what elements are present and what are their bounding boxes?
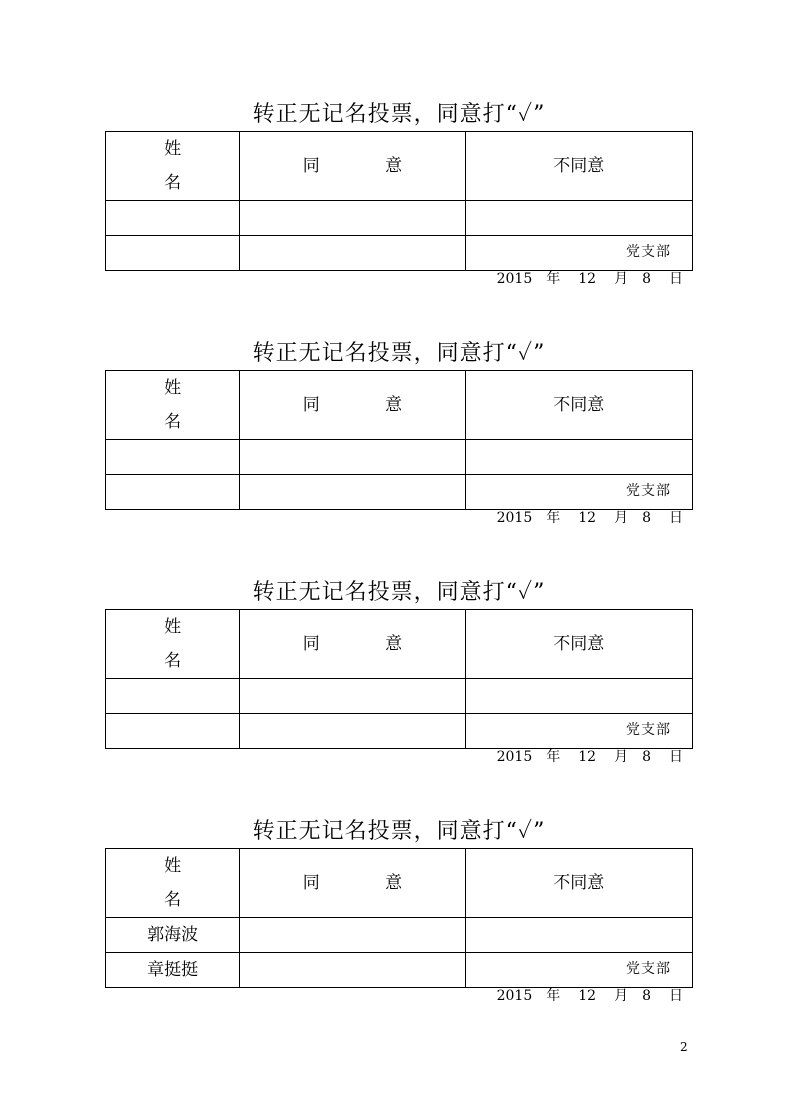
date-day: 8	[642, 510, 651, 526]
party-branch-label: 党支部	[626, 961, 671, 977]
cell-disagree[interactable]	[465, 679, 692, 714]
party-branch-label: 党支部	[626, 244, 671, 260]
date-day: 8	[642, 988, 651, 1004]
cell-name[interactable]	[106, 475, 240, 510]
table-row	[106, 236, 693, 271]
table-row	[106, 201, 693, 236]
date-day-unit: 日	[669, 271, 683, 287]
ballot-title: 转正无记名投票，同意打“✓”	[252, 341, 546, 366]
cell-name[interactable]	[106, 679, 240, 714]
cell-name[interactable]	[106, 201, 240, 236]
date-day: 8	[642, 271, 651, 287]
date-year-unit: 年	[546, 749, 561, 765]
table-header-row	[106, 610, 693, 679]
table-row	[106, 679, 693, 714]
header-disagree: 不同意	[465, 610, 692, 679]
date-year: 2015	[496, 749, 533, 765]
cell-agree[interactable]	[240, 679, 465, 714]
header-name: 姓 名	[106, 371, 240, 440]
party-branch-label: 党支部	[626, 483, 671, 499]
header-agree: 同 意	[240, 849, 465, 918]
cell-agree[interactable]	[240, 953, 465, 988]
cell-agree[interactable]	[240, 440, 465, 475]
table-row	[106, 918, 693, 953]
header-agree: 同 意	[240, 371, 465, 440]
cell-agree[interactable]	[240, 918, 465, 953]
ballot-date	[497, 270, 683, 288]
cell-disagree[interactable]	[465, 440, 692, 475]
page-number: 2	[680, 1040, 688, 1054]
cell-agree[interactable]	[240, 236, 465, 271]
ballot-date	[497, 748, 683, 766]
table-header-row	[106, 371, 693, 440]
date-month: 12	[578, 749, 597, 765]
header-agree: 同 意	[240, 132, 465, 201]
date-month-unit: 月	[614, 510, 629, 526]
date-year: 2015	[496, 510, 533, 526]
cell-name[interactable]: 郭海波	[106, 918, 240, 953]
date-month-unit: 月	[614, 988, 629, 1004]
ballot-table	[105, 370, 693, 510]
party-branch-label: 党支部	[626, 722, 671, 738]
ballot-title: 转正无记名投票，同意打“✓”	[252, 580, 546, 605]
table-row	[106, 440, 693, 475]
date-year-unit: 年	[546, 271, 561, 287]
date-month-unit: 月	[614, 749, 629, 765]
ballot-date	[497, 509, 683, 527]
header-agree: 同 意	[240, 610, 465, 679]
table-row	[106, 714, 693, 749]
ballot-table	[105, 131, 693, 271]
cell-disagree[interactable]	[465, 201, 692, 236]
date-year-unit: 年	[546, 510, 561, 526]
ballot-date	[497, 987, 683, 1005]
cell-agree[interactable]	[240, 714, 465, 749]
table-row	[106, 475, 693, 510]
header-name: 姓 名	[106, 132, 240, 201]
date-day-unit: 日	[669, 988, 683, 1004]
header-disagree: 不同意	[465, 371, 692, 440]
date-day: 8	[642, 749, 651, 765]
date-year-unit: 年	[546, 988, 561, 1004]
cell-name[interactable]	[106, 236, 240, 271]
cell-name[interactable]	[106, 440, 240, 475]
date-month: 12	[578, 988, 597, 1004]
ballot-title: 转正无记名投票，同意打“✓”	[252, 819, 546, 844]
cell-name[interactable]	[106, 714, 240, 749]
table-header-row	[106, 849, 693, 918]
date-month-unit: 月	[614, 271, 629, 287]
date-month: 12	[578, 510, 597, 526]
cell-name[interactable]: 章挺挺	[106, 953, 240, 988]
header-name: 姓 名	[106, 849, 240, 918]
header-name: 姓 名	[106, 610, 240, 679]
date-day-unit: 日	[669, 510, 683, 526]
cell-disagree[interactable]	[465, 918, 692, 953]
table-row	[106, 953, 693, 988]
table-header-row	[106, 132, 693, 201]
date-month: 12	[578, 271, 597, 287]
date-year: 2015	[496, 988, 533, 1004]
date-year: 2015	[496, 271, 533, 287]
ballot-table	[105, 609, 693, 749]
header-disagree: 不同意	[465, 849, 692, 918]
ballot-title: 转正无记名投票，同意打“✓”	[252, 102, 546, 127]
header-disagree: 不同意	[465, 132, 692, 201]
cell-agree[interactable]	[240, 201, 465, 236]
date-day-unit: 日	[669, 749, 683, 765]
ballot-table	[105, 848, 693, 988]
cell-agree[interactable]	[240, 475, 465, 510]
